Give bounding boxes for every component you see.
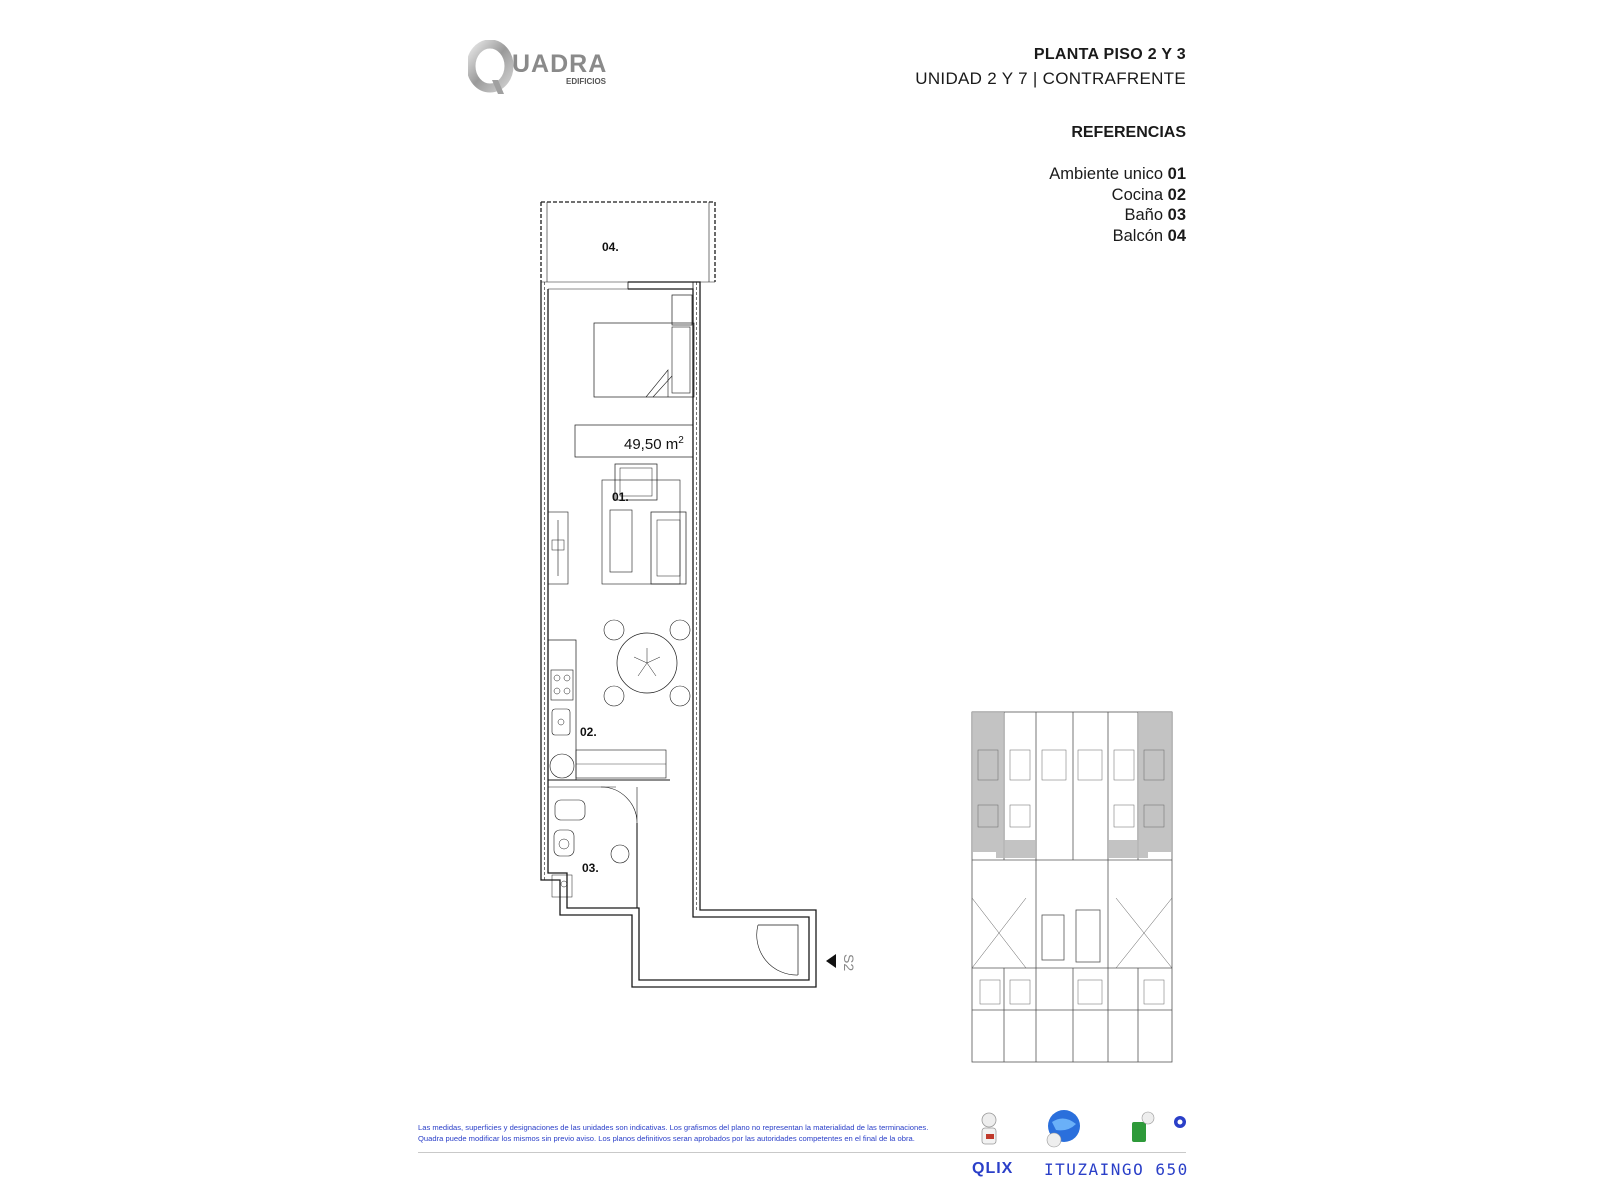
person-icon: [982, 1113, 996, 1144]
sheet-header: [915, 46, 1186, 89]
room-label-bathroom: 03.: [582, 861, 599, 875]
footer-icons: [972, 1108, 1202, 1158]
room-label-balcony: 04.: [602, 240, 619, 254]
references-legend: [1049, 124, 1186, 246]
references-title: REFERENCIAS: [1071, 124, 1186, 141]
svg-text:49,50 m2: [624, 435, 684, 453]
entry-arrow-icon: [826, 954, 836, 968]
reference-item: Ambiente unico 01: [1049, 165, 1186, 183]
disclaimer-text: [418, 1122, 958, 1144]
building-key-plan: [966, 710, 1186, 1080]
map-pin-icon: [1174, 1116, 1186, 1128]
entry-mark: S2: [841, 954, 857, 972]
logo-subtitle: EDIFICIOS: [566, 77, 607, 86]
unit-area-sup: 2: [678, 435, 684, 446]
reference-item: Balcón 04: [1112, 226, 1186, 245]
unit-floor-plan: [520, 190, 880, 1020]
room-label-living: 01.: [612, 490, 629, 504]
disclaimer-line-2: Quadra puede modificar los mismos sin previo aviso. Los planos definitivos seran aprobados por las autoridades competentes en el final de la obra.: [418, 1134, 915, 1143]
reference-item: Cocina 02: [1111, 185, 1186, 204]
sheet-subtitle: UNIDAD 2 Y 7 | CONTRAFRENTE: [915, 69, 1186, 88]
globe-icon: [1047, 1110, 1080, 1147]
reference-item: Baño 03: [1124, 206, 1186, 224]
disclaimer-line-1: Las medidas, superficies y designaciones de las unidades son indicativas. Los grafismos del plano no representan la materialidad de las terminaciones.: [418, 1123, 929, 1132]
quadra-logo: [468, 40, 628, 96]
sheet-title: PLANTA PISO 2 Y 3: [1033, 46, 1186, 63]
quadra-q-icon: [468, 40, 516, 96]
logo-word: UADRA: [512, 50, 608, 78]
room-label-kitchen: 02.: [580, 725, 597, 739]
unit-area-value: 49,50 m: [624, 436, 679, 453]
recycle-bin-icon: [1132, 1112, 1154, 1142]
brand-name: QLIX: [972, 1160, 1014, 1177]
building-address: ITUZAINGO 650: [1044, 1160, 1189, 1179]
